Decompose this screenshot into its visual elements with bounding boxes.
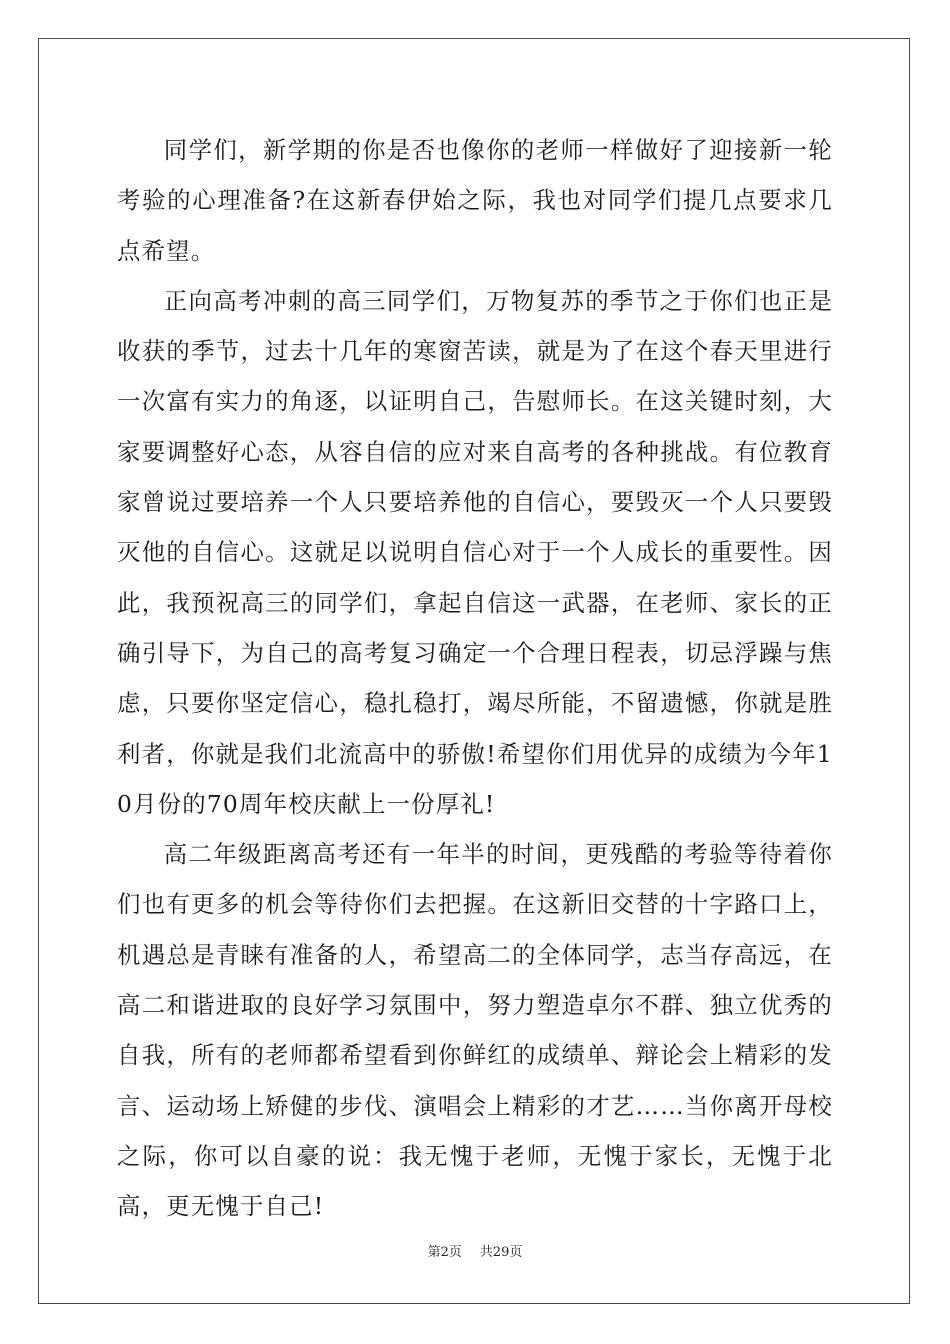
page-footer (0, 1241, 950, 1260)
page-total: 共29页 (479, 1245, 523, 1260)
page-number: 第2页 (427, 1245, 462, 1260)
paragraph-1: 同学们，新学期的你是否也像你的老师一样做好了迎接新一轮考验的心理准备?在这新春伊始之际，我也对同学们提几点要求几点希望。 (117, 136, 833, 265)
paragraph-2: 正向高考冲刺的高三同学们，万物复苏的季节之于你们也正是收获的季节，过去十几年的寒窗苦读，就是为了在这个春天里进行一次富有实力的角逐，以证明自己，告慰师长。在这关键时刻，大家要调整好心态，从容自信的应对来自高考的各种挑战。有位教育家曾说过要培养一个人只要培养他的自信心，要毁灭一个人只要毁灭他的自信心。这就足以说明自信心对于一个人成长的重要性。因此，我预祝高三的同学们，拿起自信这一武器，在老师、家长的正确引导下，为自己的高考复习确定一个合理日程表，切忌浮躁与焦虑，只要你坚定信心，稳扎稳打，竭尽所能，不留遗憾，你就是胜利者，你就是我们北流高中的骄傲!希望你们用优异的成绩为今年10月份的70周年校庆献上一份厚礼! (117, 286, 833, 818)
paragraph-3: 高二年级距离高考还有一年半的时间，更残酷的考验等待着你们也有更多的机会等待你们去把握。在这新旧交替的十字路口上，机遇总是青睐有准备的人，希望高二的全体同学，志当存高远，在高二和谐进取的良好学习氛围中，努力塑造卓尔不群、独立优秀的自我，所有的老师都希望看到你鲜红的成绩单、辩论会上精彩的发言、运动场上矫健的步伐、演唱会上精彩的才艺……当你离开母校之际，你可以自豪的说：我无愧于老师，无愧于家长，无愧于北高，更无愧于自己! (117, 840, 833, 1221)
document-body (117, 125, 833, 1232)
